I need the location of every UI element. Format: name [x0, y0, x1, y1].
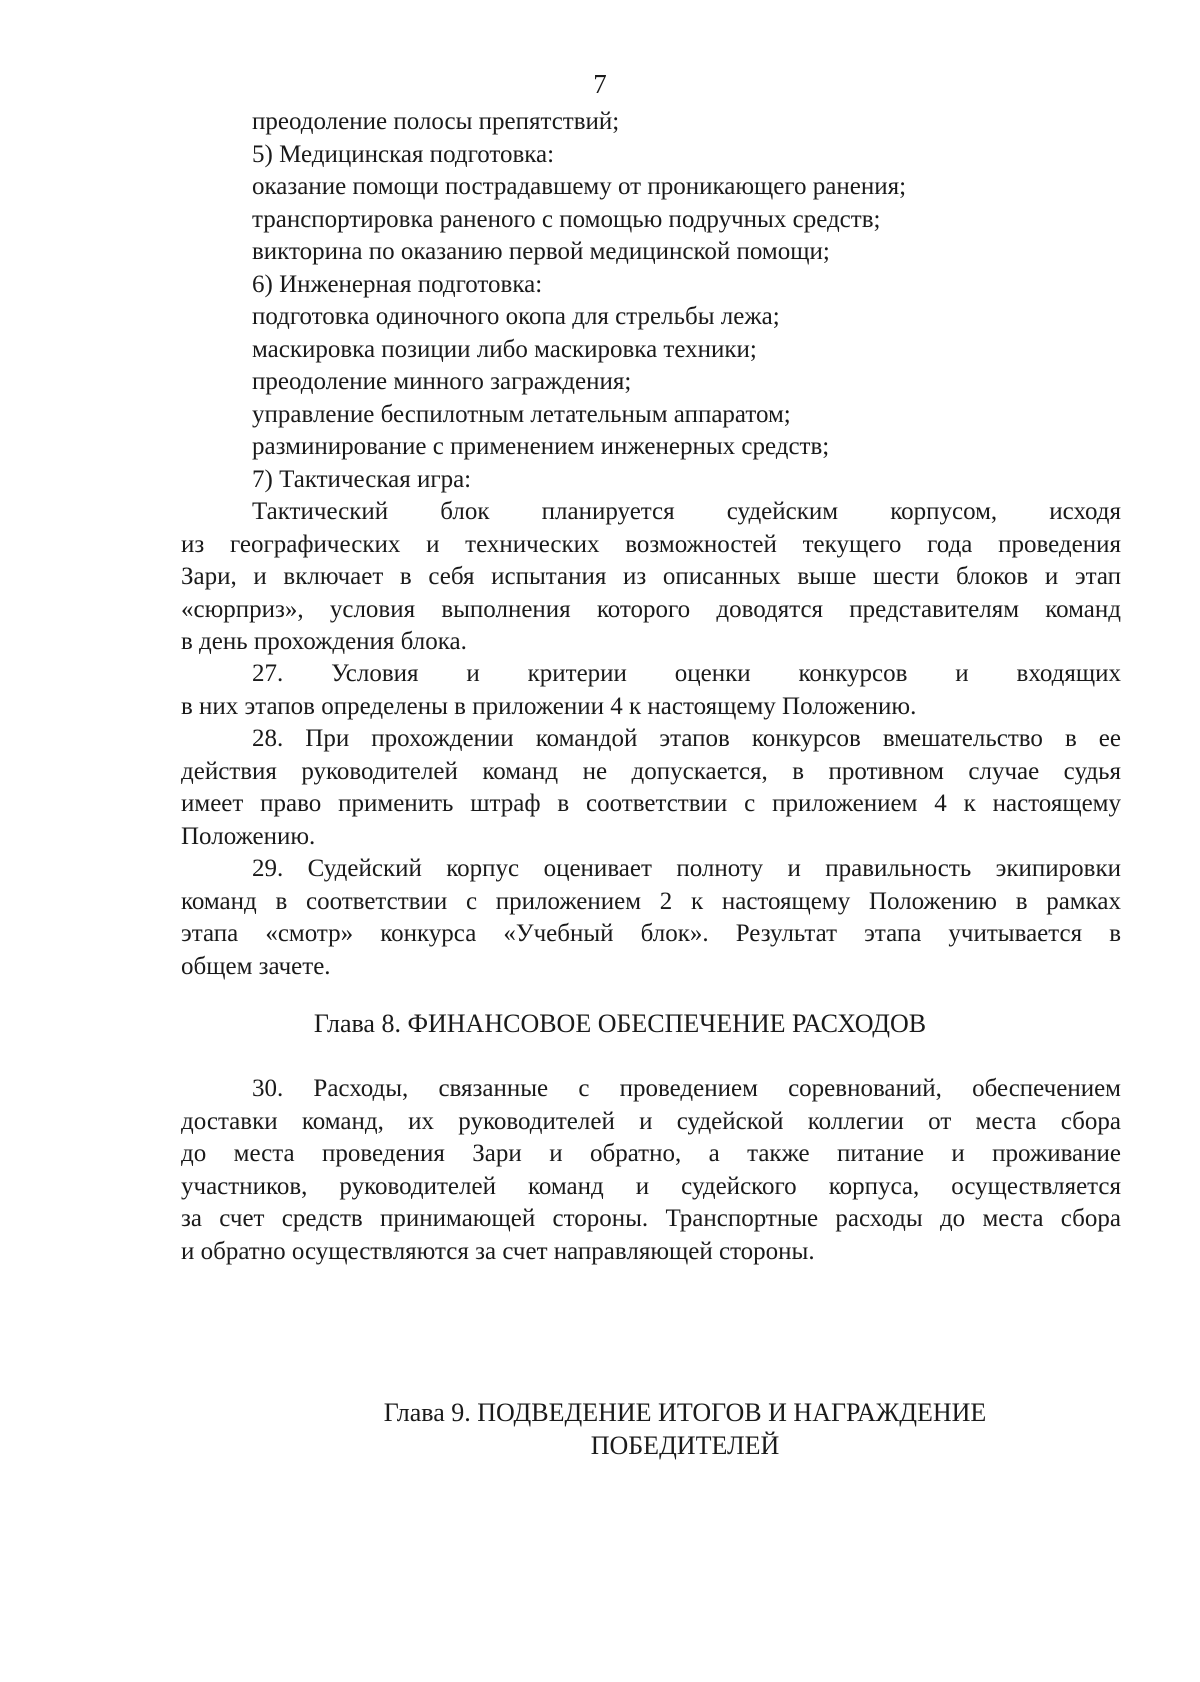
paragraph-line: и обратно осуществляются за счет направляющей стороны.: [181, 1237, 815, 1265]
paragraph-line: в день прохождения блока.: [181, 628, 467, 655]
chapter-9-heading-line1: Глава 9. ПОДВЕДЕНИЕ ИТОГОВ И НАГРАЖДЕНИЕ: [383, 1398, 987, 1427]
paragraph-line: Положению.: [181, 822, 316, 850]
paragraph-29: [181, 853, 1121, 983]
paragraph-27: [181, 658, 1121, 723]
paragraph-line: Зари, и включает в себя испытания из описанных выше шести блоков и этап: [181, 563, 1121, 590]
list-item: оказание помощи пострадавшему от проникающего ранения;: [252, 173, 907, 200]
list-item: маскировка позиции либо маскировка техники;: [252, 335, 757, 363]
list-item: транспортировка раненого с помощью подручных средств;: [252, 205, 881, 233]
list-heading-engineering: 6) Инженерная подготовка:: [252, 270, 543, 298]
list-item: преодоление минного заграждения;: [252, 368, 632, 395]
paragraph-line: Тактический блок планируется судейским корпусом, исходя: [252, 498, 1121, 525]
page-number: 7: [593, 69, 607, 99]
paragraph-line: имеет право применить штраф в соответствии с приложением 4 к настоящему: [181, 790, 1121, 817]
list-heading-medical: 5) Медицинская подготовка:: [252, 140, 555, 168]
list-item: разминирование с применением инженерных средств;: [252, 433, 830, 460]
paragraph-line: доставки команд, их руководителей и судейской коллегии от места сбора: [181, 1107, 1121, 1135]
chapter-9-heading-line2: ПОБЕДИТЕЛЕЙ: [590, 1431, 780, 1460]
list-item: подготовка одиночного окопа для стрельбы лежа;: [252, 303, 780, 330]
competition-items-list: [181, 106, 1121, 496]
paragraph-line: до места проведения Зари и обратно, а также питание и проживание: [181, 1140, 1121, 1167]
list-heading-tactical: 7) Тактическая игра:: [252, 465, 472, 493]
paragraph-30: [181, 1073, 1121, 1268]
paragraph-line: команд в соответствии с приложением 2 к настоящему Положению в рамках: [181, 887, 1121, 915]
paragraph-line: 30. Расходы, связанные с проведением соревнований, обеспечением: [252, 1075, 1121, 1102]
chapter-9-heading: [0, 1396, 1150, 1462]
paragraph-28: [181, 723, 1121, 853]
paragraph-line: участников, руководителей команд и судейского корпуса, осуществляется: [181, 1172, 1121, 1200]
paragraph-line: за счет средств принимающей стороны. Транспортные расходы до места сбора: [181, 1205, 1121, 1232]
paragraph-tactical-block: [181, 496, 1121, 659]
paragraph-line: 29. Судейский корпус оценивает полноту и правильность экипировки: [252, 855, 1121, 882]
paragraph-line: 28. При прохождении командой этапов конкурсов вмешательство в ее: [252, 725, 1121, 752]
list-item: управление беспилотным летательным аппаратом;: [252, 400, 791, 428]
list-item: викторина по оказанию первой медицинской помощи;: [252, 238, 830, 265]
list-item: преодоление полосы препятствий;: [252, 108, 620, 135]
paragraph-line: «сюрприз», условия выполнения которого доводятся представителям команд: [181, 595, 1121, 623]
paragraph-line: из географических и технических возможностей текущего года проведения: [181, 530, 1121, 558]
paragraph-line: действия руководителей команд не допускается, в противном случае судья: [181, 757, 1121, 785]
paragraph-line: 27. Условия и критерии оценки конкурсов и входящих: [252, 660, 1121, 687]
paragraph-line: общем зачете.: [181, 952, 331, 980]
paragraph-line: в них этапов определены в приложении 4 к настоящему Положению.: [181, 692, 917, 720]
paragraph-line: этапа «смотр» конкурса «Учебный блок». Результат этапа учитывается в: [181, 920, 1121, 947]
chapter-8-heading: Глава 8. ФИНАНСОВОЕ ОБЕСПЕЧЕНИЕ РАСХОДОВ: [313, 1009, 927, 1038]
